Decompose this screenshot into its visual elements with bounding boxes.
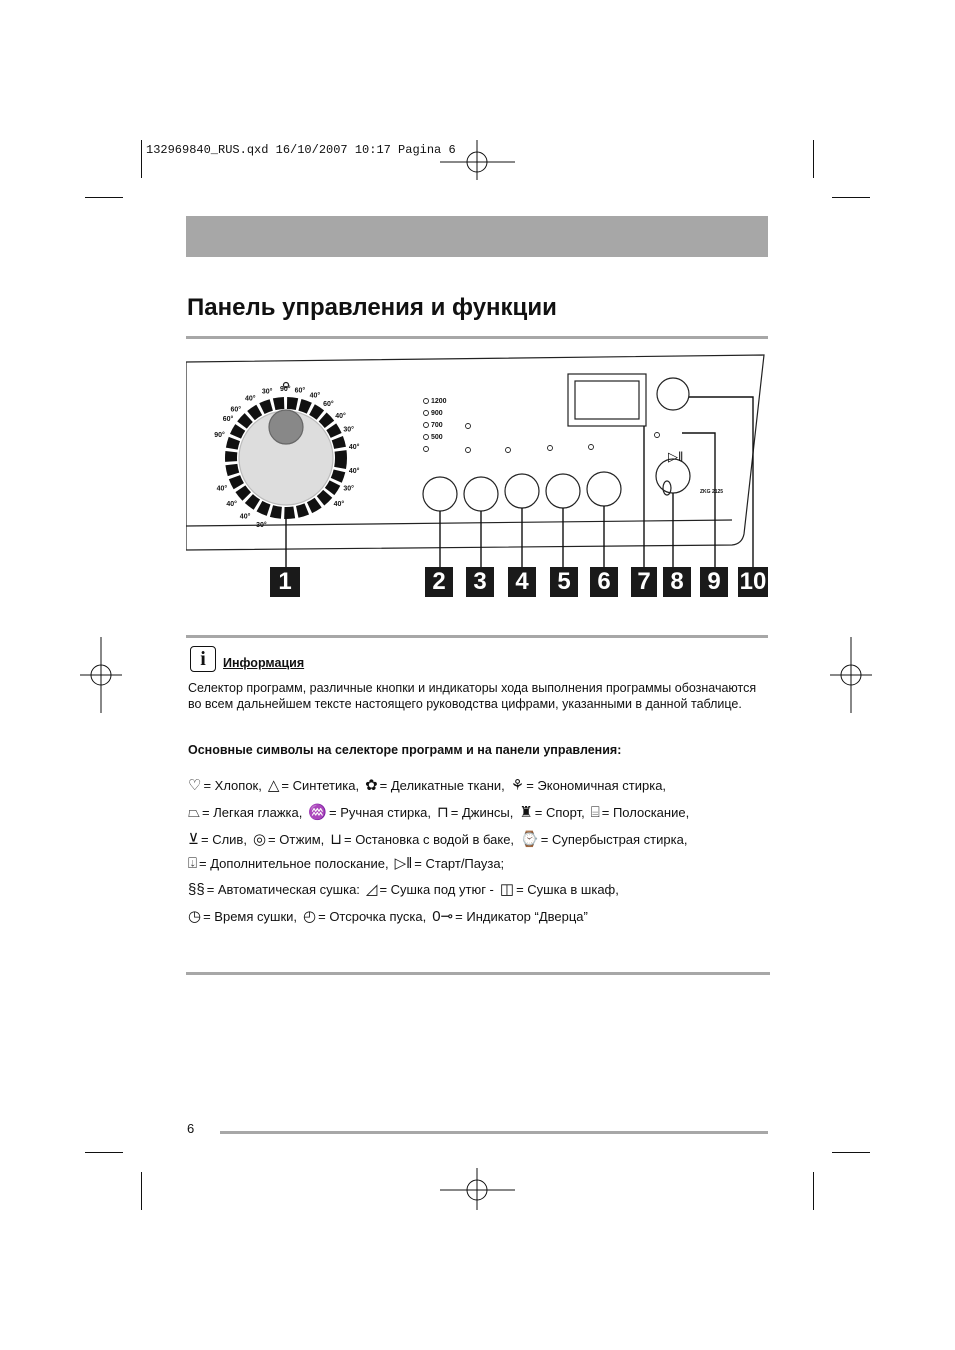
super-quick-icon: ⌚ (520, 831, 539, 848)
symbol-description: = Легкая глажка, (202, 805, 303, 820)
dial-temperature-label: 40° (348, 468, 360, 476)
callout-8: 8 (663, 567, 691, 597)
symbol-description: = Время сушки, (203, 909, 298, 924)
dial-temperature-label: 40° (239, 513, 251, 521)
callout-4: 4 (508, 567, 536, 597)
dial-temperature-label: 60° (230, 406, 242, 414)
spin-speed-label: 700 (431, 422, 443, 429)
sport-icon: ♜ (519, 804, 533, 821)
symbol-description: = Отсрочка пуска, (318, 909, 427, 924)
dial-temperature-label: 60° (323, 400, 334, 408)
spin-speed-label: 1200 (431, 398, 447, 405)
page-number: 6 (187, 1121, 195, 1136)
start-pause-icon: ▷‖ (394, 855, 413, 872)
symbol-description: = Остановка с водой в баке, (343, 832, 515, 847)
file-slug: 132969840_RUS.qxd 16/10/2007 10:17 Pagina 6 (146, 143, 456, 157)
extra-rinse-icon: ⍗ (188, 855, 198, 872)
symbol-row (188, 854, 510, 872)
symbol-description: = Хлопок, (203, 778, 262, 793)
symbol-row (188, 907, 594, 925)
callout-7: 7 (631, 567, 657, 597)
divider (186, 635, 768, 638)
symbol-description: = Супербыстрая стирка, (540, 832, 688, 847)
info-icon: i (190, 646, 216, 672)
divider (186, 336, 768, 339)
dial-temperature-label: 40° (348, 443, 360, 451)
header-banner (186, 216, 768, 257)
spin-speed-label: 900 (431, 410, 443, 417)
symbol-description: = Старт/Пауза; (414, 856, 505, 871)
symbol-description: = Ручная стирка, (329, 805, 432, 820)
symbol-description: = Индикатор “Дверца” (455, 909, 588, 924)
callout-9: 9 (700, 567, 728, 597)
info-heading: Информация (223, 656, 305, 670)
spin-speed-label: 500 (431, 434, 443, 441)
footer-rule (220, 1131, 768, 1134)
drain-icon: ⊻ (188, 831, 199, 848)
symbol-description: = Синтетика, (281, 778, 360, 793)
spin-icon: ◎ (252, 831, 267, 848)
synthetics-icon: △ (267, 777, 280, 794)
dial-temperature-label: 30° (261, 388, 273, 396)
iron-dry-icon: ◿ (365, 881, 378, 898)
symbol-description: = Дополнительное полоскание, (199, 856, 389, 871)
dial-temperature-label: 60° (222, 415, 234, 423)
symbol-row (188, 803, 695, 821)
symbol-description: = Джинсы, (450, 805, 514, 820)
callout-1: 1 (270, 567, 300, 597)
dial-temperature-label: 30° (343, 485, 354, 493)
symbol-description: = Сушка под утюг - (379, 882, 494, 897)
symbols-heading: Основные символы на селекторе программ и на панели управления: (188, 743, 622, 757)
easy-iron-icon: ⏢ (188, 804, 201, 821)
callout-10: 10 (739, 568, 767, 595)
dial-temperature-label: 90° (214, 432, 225, 440)
divider (186, 972, 770, 975)
dial-temperature-label: 90° (280, 386, 291, 393)
jeans-icon: ⊓ (437, 804, 449, 821)
dial-temperature-label: 40° (335, 412, 346, 420)
symbol-description: = Спорт, (534, 805, 585, 820)
start-pause-icon: ▷‖ (668, 449, 684, 464)
callout-3: 3 (466, 567, 494, 597)
rinse-icon: ⌸ (590, 804, 600, 821)
model-label: ZKG 2125 (700, 489, 724, 495)
symbol-description: = Автоматическая сушка: (206, 882, 360, 897)
eco-icon: ⚘ (510, 777, 525, 794)
symbol-description: = Экономичная стирка, (526, 778, 667, 793)
page-title: Панель управления и функции (187, 294, 557, 321)
rinse-hold-icon: ⊔ (330, 831, 342, 848)
hand-wash-icon: ♒ (308, 804, 328, 821)
dial-temperature-label: 40° (216, 485, 228, 493)
callout-6: 6 (590, 567, 618, 597)
delay-start-icon: ◴ (303, 908, 317, 925)
cotton-icon: ♡ (188, 777, 202, 794)
symbol-description: = Деликатные ткани, (379, 778, 505, 793)
dial-temperature-label: 40° (226, 501, 237, 508)
symbol-description: = Полоскание, (601, 805, 690, 820)
symbol-description: = Сушка в шкаф, (516, 882, 619, 897)
symbol-row (188, 880, 625, 898)
symbol-description: = Отжим, (268, 832, 325, 847)
dial-temperature-label: 60° (294, 387, 306, 395)
dial-temperature-label: 40° (245, 395, 256, 403)
dial-temperature-label: 30° (256, 521, 267, 529)
dial-temperature-label: 30° (343, 426, 354, 434)
door-lock-icon: 0⊸ (432, 908, 454, 925)
delicates-icon: ✿ (365, 777, 378, 794)
symbol-row (188, 776, 672, 794)
symbol-description: = Слив, (200, 832, 247, 847)
cupboard-dry-icon: ◫ (499, 881, 515, 898)
drying-time-icon: ◷ (188, 908, 202, 925)
dial-temperature-label: 40° (333, 501, 345, 508)
info-body: Селектор программ, различные кнопки и индикаторы хода выполнения программы обозначаются во всем дальнейшем тексте настоящего руководства цифрами, указанными в данной таблице. (188, 681, 757, 711)
auto-dry-icon: §§ (188, 881, 205, 898)
dial-temperature-label: 40° (309, 392, 321, 400)
symbol-row (188, 830, 693, 848)
callout-5: 5 (550, 567, 578, 597)
callout-2: 2 (425, 567, 453, 597)
